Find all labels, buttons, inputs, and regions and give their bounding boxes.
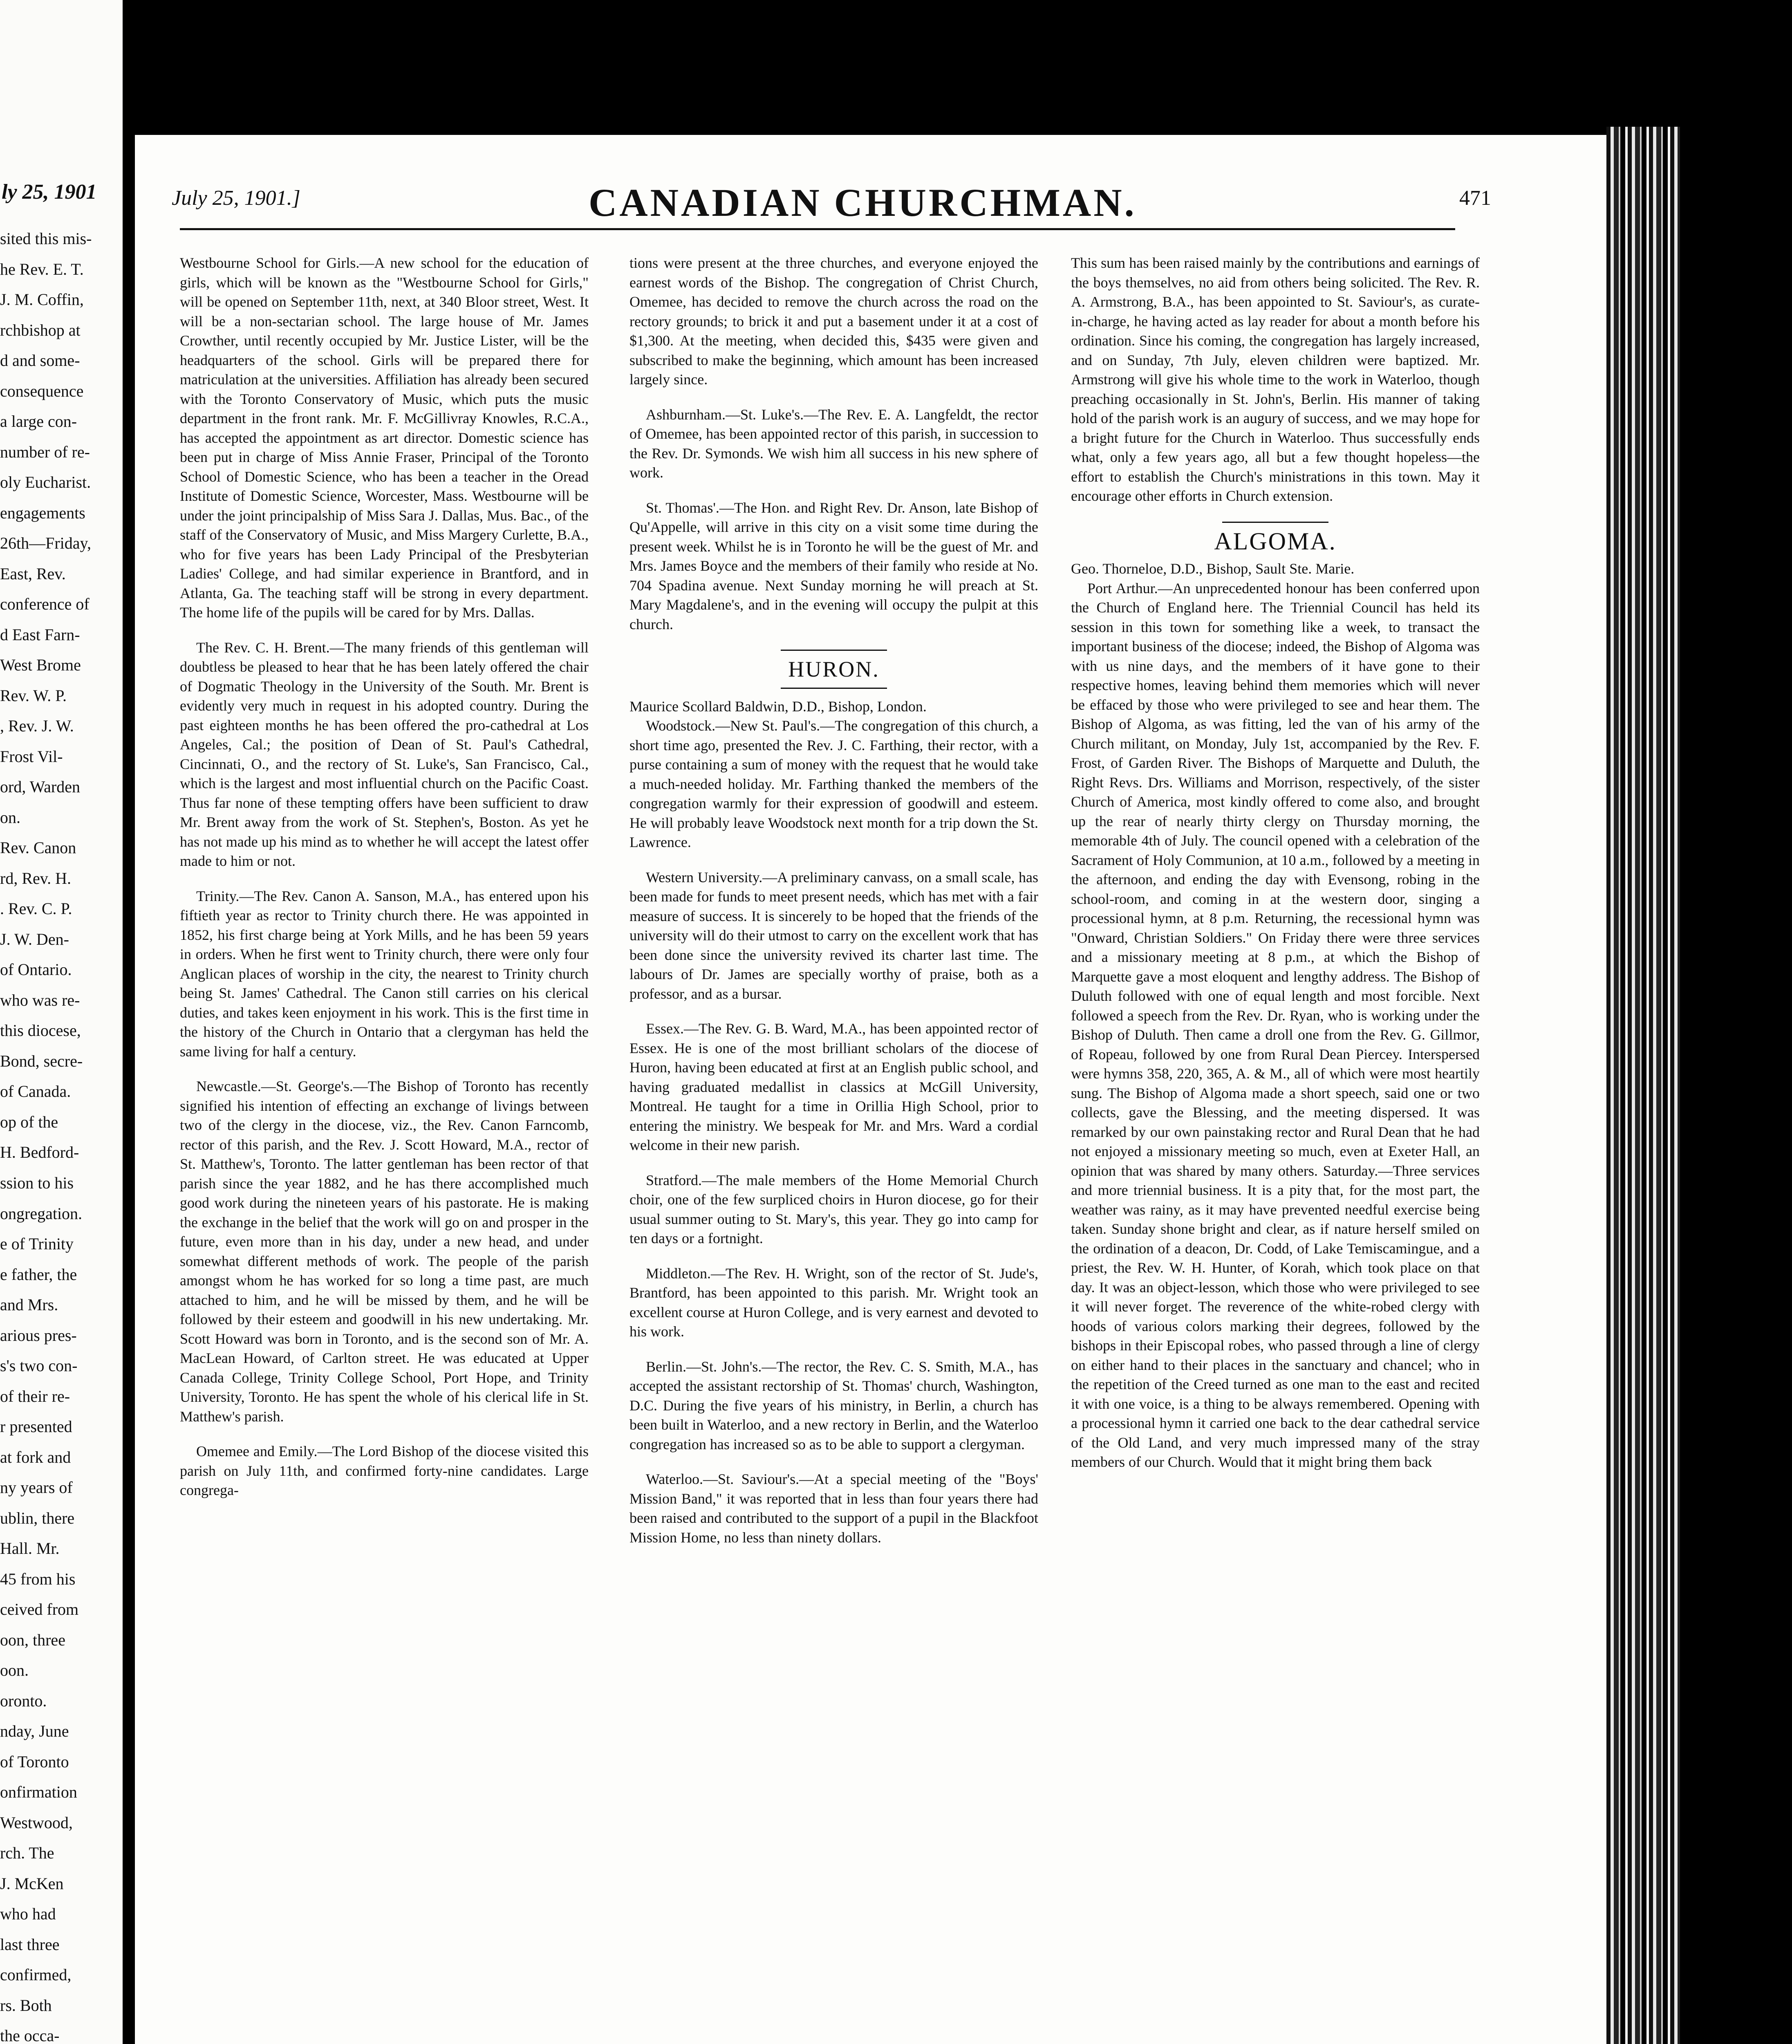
left-page-line: arious pres- — [0, 1326, 77, 1345]
left-page-line: rch. The — [0, 1844, 54, 1862]
left-page-line: East, Rev. — [0, 565, 66, 583]
left-page-date: ly 25, 1901 — [2, 180, 97, 204]
header-date: July 25, 1901.] — [172, 186, 300, 210]
left-page-line: . Rev. C. P. — [0, 899, 72, 918]
left-page-line: Rev. Canon — [0, 838, 76, 857]
left-page-line: J. W. Den- — [0, 930, 69, 948]
page-number: 471 — [1459, 186, 1491, 210]
left-page-line: 26th—Friday, — [0, 534, 91, 552]
left-page-line: engagements — [0, 504, 85, 522]
article-stratford: Stratford.—The male members of the Home Memorial Church choir, one of the few surpliced choirs in Huron diocese, go for their usual summer outing to St. Mary's, this year. They go into camp for ten days or a fortnight. — [629, 1172, 1038, 1246]
article-st-thomas: St. Thomas'.—The Hon. and Right Rev. Dr. Anson, late Bishop of Qu'Appelle, will arrive in this city on a visit some time during the present week. Whilst he is in Toronto he will be the guest of Mr. and Mrs. James Boyce and the members of their family who reside at No. 704 Spadina avenue. Next Sunday morning he will preach at St. Mary Magdalene's, and in the evening will occupy the pulpit at this church. — [629, 499, 1038, 632]
left-page-line: at fork and — [0, 1448, 71, 1466]
left-page-line: rchbishop at — [0, 321, 81, 339]
left-page-line: oronto. — [0, 1692, 47, 1710]
left-page-line: who had — [0, 1905, 56, 1923]
article-omemee-continued: tions were present at the three churches, and everyone enjoyed the earnest words of the Bishop. The congregation of Christ Church, Omemee, has decided to remove the church across the road on the rectory grounds; to brick it and put a basement under it at a cost of $1,300. At the meeting, when decided this, $435 were given and subscribed to make the beginning, which amount has been increased largely since. — [629, 255, 1038, 388]
column-1 — [180, 253, 589, 1516]
left-page-line: Westwood, — [0, 1813, 73, 1832]
header-rule — [180, 228, 1455, 230]
article-waterloo-continued: This sum has been raised mainly by the contributions and earnings of the boys themselves, no aid from others being solicited. The Rev. R. A. Armstrong, B.A., has been appointed to St. Saviour's, as curate-in-charge, he having acted as lay reader for about a month before his ordination. Since his coming, the congregation has largely increased, and on Sunday, 7th July, eleven children were baptized. Mr. Armstrong will give his whole time to the work in Waterloo, though preaching occasionally in St. John's, Berlin. His manner of taking hold of the parish work is an augury of success, and we may hope for a bright future for the Church in Waterloo. Thus successfully ends what, only a few years ago, all but a few thought hopeless—the effort to establish the Church's ministrations in this town. May it encourage other efforts in Church extension. — [1071, 255, 1480, 504]
left-page-line: d and some- — [0, 351, 80, 370]
left-page-line: ongregation. — [0, 1204, 83, 1223]
left-page-line: rs. Both — [0, 1996, 52, 2015]
left-page-line: oon. — [0, 1661, 29, 1679]
diocese-bishop-line: Geo. Thorneloe, D.D., Bishop, Sault Ste. Marie. — [1071, 560, 1355, 577]
left-page-line: H. Bedford- — [0, 1143, 79, 1161]
article-port-arthur: Port Arthur.—An unprecedented honour has been conferred upon the Church of England here. The Triennial Council has held its session in this town for something like a week, to transact the important business of the diocese; indeed, the Bishop of Algoma was with us nine days, and the members of it have gone to their respective homes, leaving behind them memories which will never be effaced by those who were privileged to see and hear them. The Bishop of Algoma, as was fitting, led the van of his army of the Church militant, on Monday, July 1st, accompanied by the Rev. F. Frost, of Garden River. The Bishops of Marquette and Duluth, the Right Revs. Drs. Williams and Morrison, respectively, of the sister Church of America, most kindly offered to come also, and brought up the rear of nearly thirty clergy on Thursday morning, the memorable 4th of July. The council opened with a celebration of the Sacrament of Holy Communion, at 10 a.m., followed by a meeting in the afternoon, and ending the day with Evensong, robing in the school-room, and coming in at the western door, singing a processional hymn, at 8 p.m. Returning, the recessional hymn was "Onward, Christian Soldiers." On Friday there were three services and a missionary meeting at 8 p.m., at which the Bishop of Marquette gave a most eloquent and lengthy address. The Bishop of Duluth followed with one of equal length and most forcible. Next followed a speech from the Rev. Dr. Ryan, who is working under the Bishop of Duluth. Then came a droll one from the Rev. G. Gillmor, of Ropeau, followed by one from Rural Dean Piercey. Interspersed were hymns 358, 220, 365, A. & M., all of which were most heartily sung. The Bishop of Algoma made a short speech, said one or two collects, gave the Blessing, and the meeting dispersed. It was remarked by our own painstaking rector and Rural Dean that he had not enjoyed a missionary meeting so much, even at Exeter Hall, an opinion that was shared by many others. Saturday.—Three services and more triennial business. It is a pity that, for the most part, the weather was rainy, as it may have prevented needful exercise being taken. Sunday shone bright and clear, as if nature herself smiled on the ordination of a deacon, Dr. Codd, of Lake Temiscamingue, and a priest, the Rev. W. H. Hunter, of Korah, which took place on that day. It was an object-lesson, which those who were privileged to see it will never forget. The reverence of the white-robed clergy with hoods of various colors marking their degrees, followed by the bishops in their Episcopal robes, who passed through a line of clergy on either hand to their places in the sanctuary and chancel; who in the repetition of the Creed turned as one man to the east and recited it with one voice, is a thing to be always remembered. Opening with a processional hymn it carried one back to the dear cathedral service of the Old Land, and very much impressed many of the stray members of our Church. Would that it might bring them back — [1071, 580, 1480, 1470]
left-page-line: this diocese, — [0, 1021, 81, 1040]
section-heading-huron: HURON. — [788, 657, 880, 681]
article-brent: The Rev. C. H. Brent.—The many friends of this gentleman will doubtless be pleased to hear that he has been lately offered the chair of Dogmatic Theology in the University of the South. Mr. Brent is evidently very much in request in his adopted country. During the past eighteen months he has been offered the pro-cathedral at Los Angeles, Cal.; the position of Dean of St. Paul's Cathedral, Cincinnati, O., and the rectory of St. Luke's, San Francisco, Cal., which is the largest and most influential church on the Pacific Coast. Thus far none of these tempting offers have been sufficient to draw Mr. Brent away from the work of St. Stephen's, Boston. As yet he has not made up his mind as to whether he will accept the latest offer made to him or not. — [180, 639, 589, 869]
article-ashburnham: Ashburnham.—St. Luke's.—The Rev. E. A. Langfeldt, the rector of Omemee, has been appointed rector of this parish, in succession to the Rev. Dr. Symonds. We wish him all success in his new sphere of work. — [629, 406, 1038, 481]
left-page-line: oly Eucharist. — [0, 473, 91, 491]
column-2 — [629, 253, 1038, 1563]
left-page-line: of Canada. — [0, 1082, 71, 1100]
left-page-line: ord, Warden — [0, 778, 80, 796]
left-page-line: confirmed, — [0, 1966, 72, 1984]
left-page-line: onfirmation — [0, 1783, 77, 1801]
left-page-line: r presented — [0, 1417, 72, 1436]
column-3 — [1071, 253, 1480, 1488]
left-page-line: West Brome — [0, 656, 81, 674]
left-page-line: the occa- — [0, 2026, 60, 2044]
article-western-university: Western University.—A preliminary canvass, on a small scale, has been made for funds to meet present needs, which has met with a fair measure of success. It is sincerely to be hoped that the friends of the university will do their utmost to carry on the excellent work that has been done since the university revived its charter last time. The labours of Dr. James are specially worthy of praise, both as a professor, and as a bursar. — [629, 869, 1038, 1002]
left-page-line: e of Trinity — [0, 1235, 74, 1253]
masthead-title: CANADIAN CHURCHMAN. — [589, 181, 1137, 224]
left-page-line: , Rev. J. W. — [0, 717, 74, 735]
left-page-line: of Toronto — [0, 1753, 69, 1771]
left-page-line: Frost Vil- — [0, 747, 63, 766]
section-heading-algoma: ALGOMA. — [1214, 527, 1337, 555]
article-berlin: Berlin.—St. John's.—The rector, the Rev. C. S. Smith, M.A., has accepted the assistant rectorship of St. Thomas' church, Washington, D.C. During the five years of his ministry, in Berlin, a church has been built in Waterloo, and a new rectory in Berlin, and the Waterloo congregation has increased so as to be able to support a clergyman. — [629, 1358, 1038, 1452]
left-page-line: e father, the — [0, 1265, 77, 1284]
diocese-bishop-line: Maurice Scollard Baldwin, D.D., Bishop, London. — [629, 698, 927, 715]
left-page-line: number of re- — [0, 443, 90, 461]
article-trinity: Trinity.—The Rev. Canon A. Sanson, M.A., has entered upon his fiftieth year as rector to Trinity church there. He was appointed in 1852, his first charge being at York Mills, and he has been 59 years in orders. When he first went to Trinity church, there were only four Anglican places of worship in the city, the nearest to Trinity church being St. James' Cathedral. The Canon still carries on his clerical duties, and takes keen enjoyment in his work. This is the first time in the history of the Church in Ontario that a clergyman has held the same living for half a century. — [180, 888, 589, 1060]
left-page-line: on. — [0, 808, 20, 827]
left-page-line: d East Farn- — [0, 625, 80, 644]
left-page-line: op of the — [0, 1113, 58, 1131]
page-edge-stack — [1606, 127, 1680, 2044]
article-essex: Essex.—The Rev. G. B. Ward, M.A., has been appointed rector of Essex. He is one of the most brilliant scholars of the diocese of Huron, having been educated at first at an English public school, and having graduated medallist in classics at McGill University, Montreal. He taught for a time in Orillia High School, prior to entering the ministry. We bespeak for Mr. and Mrs. Ward a cordial welcome in their new parish. — [629, 1020, 1038, 1153]
left-page-line: s's two con- — [0, 1356, 78, 1375]
article-woodstock: Woodstock.—New St. Paul's.—The congregation of this church, a short time ago, presented the Rev. J. C. Farthing, their rector, with a purse containing a sum of money with the request that he would take a much-needed holiday. Mr. Farthing thanked the members of the congregation warmly for their expression of goodwill and esteem. He will probably leave Woodstock next month for a trip down the St. Lawrence. — [629, 717, 1038, 850]
left-page-line: ny years of — [0, 1478, 73, 1497]
section-rule — [1222, 522, 1328, 523]
left-page-line: he Rev. E. T. — [0, 260, 84, 278]
left-page-line: J. M. Coffin, — [0, 290, 84, 309]
article-westbourne: Westbourne School for Girls.—A new school for the education of girls, which will be known as the "Westbourne School for Girls," will be opened on September 11th, next, at 340 Bloor street, West. It will be a non-sectarian school. The large house of Mr. James Crowther, until recently occupied by Mr. Justice Lister, will be the headquarters of the school. Girls will be prepared there for matriculation at the universities. Affiliation has already been secured with the Toronto Conservatory of Music, which puts the music department in the front rank. Mr. F. McGillivray Knowles, R.C.A., has accepted the appointment as art director. Domestic science has been put in charge of Miss Annie Fraser, Principal of the Toronto School of Domestic Science, who has been a teacher in the Oread Institute of Domestic Science, Worcester, Mass. Westbourne will be under the joint principalship of Miss Sara J. Dallas, Mus. Bac., of the staff of the Conservatory of Music, and Miss Margery Curlette, B.A., who for five years has been Lady Principal of the Presbyterian Ladies' College, and had similar experience in Brantford, and in Atlanta, Ga. The teaching staff will be strong in every department. The home life of the pupils will be cared for by Mrs. Dallas. — [180, 255, 589, 621]
left-page-line: ssion to his — [0, 1174, 74, 1192]
left-page-line: of Ontario. — [0, 960, 72, 979]
left-page-line: sited this mis- — [0, 229, 92, 248]
left-page-line: J. McKen — [0, 1874, 64, 1893]
left-page-line: consequence — [0, 382, 84, 400]
left-page-line: rd, Rev. H. — [0, 869, 72, 888]
left-page-line: of their re- — [0, 1387, 70, 1405]
section-rule — [781, 688, 887, 689]
article-waterloo: Waterloo.—St. Saviour's.—At a special meeting of the "Boys' Mission Band," it was reported that in less than four years there had been raised and contributed to the support of a pupil in the Blackfoot Mission Home, no less than ninety dollars. — [629, 1471, 1038, 1546]
left-page-line: last three — [0, 1935, 60, 1954]
left-page-line: ublin, there — [0, 1509, 75, 1527]
left-page-line: 45 from his — [0, 1570, 76, 1588]
left-page-line: Hall. Mr. — [0, 1539, 60, 1558]
article-omemee: Omemee and Emily.—The Lord Bishop of the diocese visited this parish on July 11th, and confirmed forty-nine candidates. Large congrega- — [180, 1443, 589, 1498]
left-page-fragment — [0, 0, 123, 2044]
left-page-line: ceived from — [0, 1600, 79, 1618]
article-newcastle: Newcastle.—St. George's.—The Bishop of Toronto has recently signified his intention of effecting an exchange of livings between two of the clergy in the diocese, viz., the Rev. Canon Farncomb, rector of this parish, and the Rev. J. Scott Howard, M.A., rector of St. Matthew's, Toronto. The latter gentleman has been rector of that parish since the year 1882, and he has there accomplished much good work during the nineteen years of his pastorate. He is making the exchange in the belief that the work will go on and prosper in the future, even more than in his day, under a new head, and under somewhat different methods of work. The people of the parish amongst whom he has worked for so long a time past, are much attached to him, and he will be missed by them, and he will be followed by their esteem and goodwill in his new undertaking. Mr. Scott Howard was born in Toronto, and is the second son of Mr. A. MacLean Howard, of Carlton street. He was educated at Upper Canada College, Trinity College School, Port Hope, and Trinity University, Toronto. He has spent the whole of his clerical life in St. Matthew's parish. — [180, 1078, 589, 1425]
left-page-line: who was re- — [0, 991, 80, 1009]
left-page-line: Rev. W. P. — [0, 686, 67, 705]
left-page-line: nday, June — [0, 1722, 69, 1740]
section-rule — [781, 650, 887, 651]
left-page-line: and Mrs. — [0, 1295, 58, 1314]
left-page-line: conference of — [0, 595, 90, 613]
article-middleton: Middleton.—The Rev. H. Wright, son of the rector of St. Jude's, Brantford, has been appointed to this parish. Mr. Wright took an excellent course at Huron College, and is very earnest and devoted to his work. — [629, 1265, 1038, 1340]
left-page-line: Bond, secre- — [0, 1052, 83, 1070]
left-page-line: a large con- — [0, 412, 77, 430]
left-page-line: oon, three — [0, 1631, 65, 1649]
